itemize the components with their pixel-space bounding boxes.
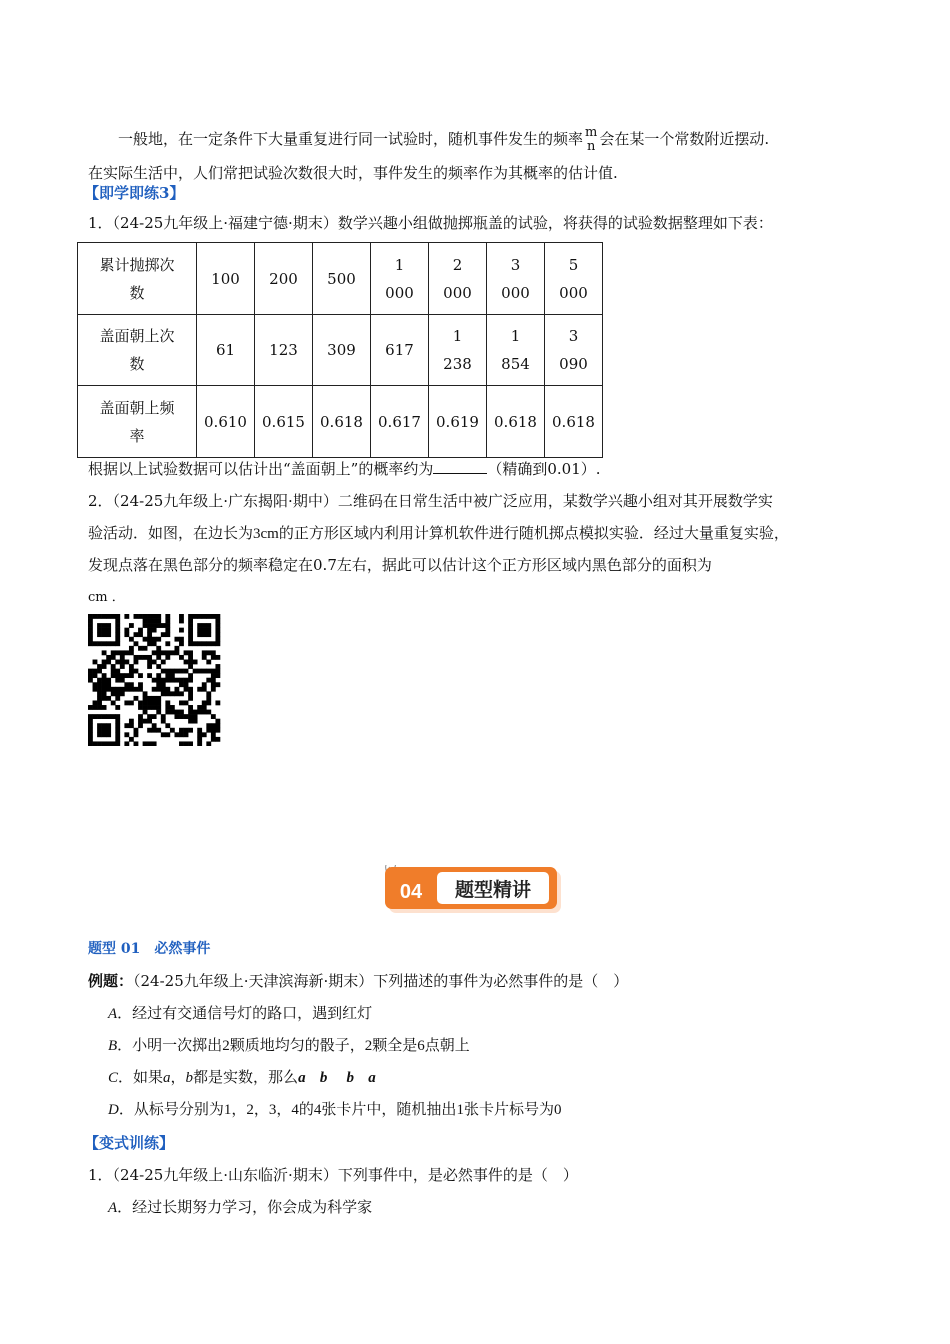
- variant-option-a: A．经过长期努力学习，你会成为科学家: [108, 1198, 373, 1216]
- table-row-header: 累计抛掷次 数: [78, 243, 197, 315]
- question-2-line-3: 发现点落在黑色部分的频率稳定在0.7左右，据此可以估计这个正方形区域内黑色部分的面积为: [88, 556, 712, 574]
- question-2-line-1: 2．（24-25九年级上·广东揭阳·期中）二维码在日常生活中被广泛应用，某数学兴趣小组对其开展数学实: [88, 492, 773, 510]
- table-row: [78, 315, 603, 386]
- table-cell: 0.619: [429, 386, 487, 458]
- table-cell: 100: [197, 243, 255, 315]
- table-cell: 1 000: [371, 243, 429, 315]
- table-cell: 123: [255, 315, 313, 386]
- table-cell: 1 854: [487, 315, 545, 386]
- intro-text-a: 一般地，在一定条件下大量重复进行同一试验时，随机事件发生的频率: [118, 130, 584, 148]
- qr-code-icon: [86, 614, 222, 746]
- table-cell: 61: [197, 315, 255, 386]
- badge-number: 04: [399, 881, 423, 903]
- table-cell: 500: [313, 243, 371, 315]
- frequency-fraction: m n: [585, 125, 598, 154]
- intro-text-b: 会在某一个常数附近摆动.: [599, 130, 770, 148]
- section-title: 题型 01 必然事件: [88, 941, 211, 957]
- answer-blank: [433, 459, 487, 474]
- question-2-line-2: 验活动．如图，在边长为3cm的正方形区域内利用计算机软件进行随机掷点模拟实验．经过大量重复实验，: [88, 524, 789, 542]
- table-cell: 3 000: [487, 243, 545, 315]
- table-cell: 0.618: [487, 386, 545, 458]
- table-cell: 5 000: [545, 243, 603, 315]
- table-cell: 200: [255, 243, 313, 315]
- experiment-table: [77, 242, 603, 458]
- variant-question-1: 1．（24-25九年级上·山东临沂·期末）下列事件中，是必然事件的是（ ）: [88, 1166, 578, 1184]
- question-1: 1．（24-25九年级上·福建宁德·期末）数学兴趣小组做抛掷瓶盖的试验，将获得的试验数据整理如下表：: [88, 214, 773, 232]
- table-cell: 0.610: [197, 386, 255, 458]
- variant-heading: 【变式训练】: [84, 1134, 175, 1152]
- table-cell: 0.617: [371, 386, 429, 458]
- badge-label: 题型精讲: [454, 879, 532, 901]
- example-option-d: D．从标号分别为1，2，3，4的4张卡片中，随机抽出1张卡片标号为0: [108, 1100, 562, 1118]
- table-cell: 0.615: [255, 386, 313, 458]
- table-cell: 3 090: [545, 315, 603, 386]
- table-cell: 0.618: [545, 386, 603, 458]
- example-option-a: A．经过有交通信号灯的路口，遇到红灯: [108, 1004, 373, 1022]
- practice-heading: 【即学即练3】: [84, 184, 185, 202]
- table-cell: 617: [371, 315, 429, 386]
- intro-line-1: [118, 126, 769, 154]
- question-2-unit: cm ．: [88, 590, 125, 605]
- intro-line-2: 在实际生活中，人们常把试验次数很大时，事件发生的频率作为其概率的估计值.: [88, 164, 618, 182]
- table-row: [78, 386, 603, 458]
- example-question: 例题：（24-25九年级上·天津滨海新·期末）下列描述的事件为必然事件的是（ ）: [88, 972, 629, 990]
- table-cell: 1 238: [429, 315, 487, 386]
- table-row: [78, 243, 603, 315]
- table-cell: 2 000: [429, 243, 487, 315]
- table-row-header: 盖面朝上频 率: [78, 386, 197, 458]
- table-cell: 0.618: [313, 386, 371, 458]
- table-cell: 309: [313, 315, 371, 386]
- example-option-b: B．小明一次掷出2颗质地均匀的骰子，2颗全是6点朝上: [108, 1036, 470, 1054]
- question-1-answer: 根据以上试验数据可以估计出“盖面朝上”的概率约为 （精确到0.01）.: [88, 460, 601, 478]
- table-row-header: 盖面朝上次 数: [78, 315, 197, 386]
- example-option-c: C．如果a，b都是实数，那么a b b a: [108, 1068, 376, 1086]
- section-badge: [385, 865, 567, 915]
